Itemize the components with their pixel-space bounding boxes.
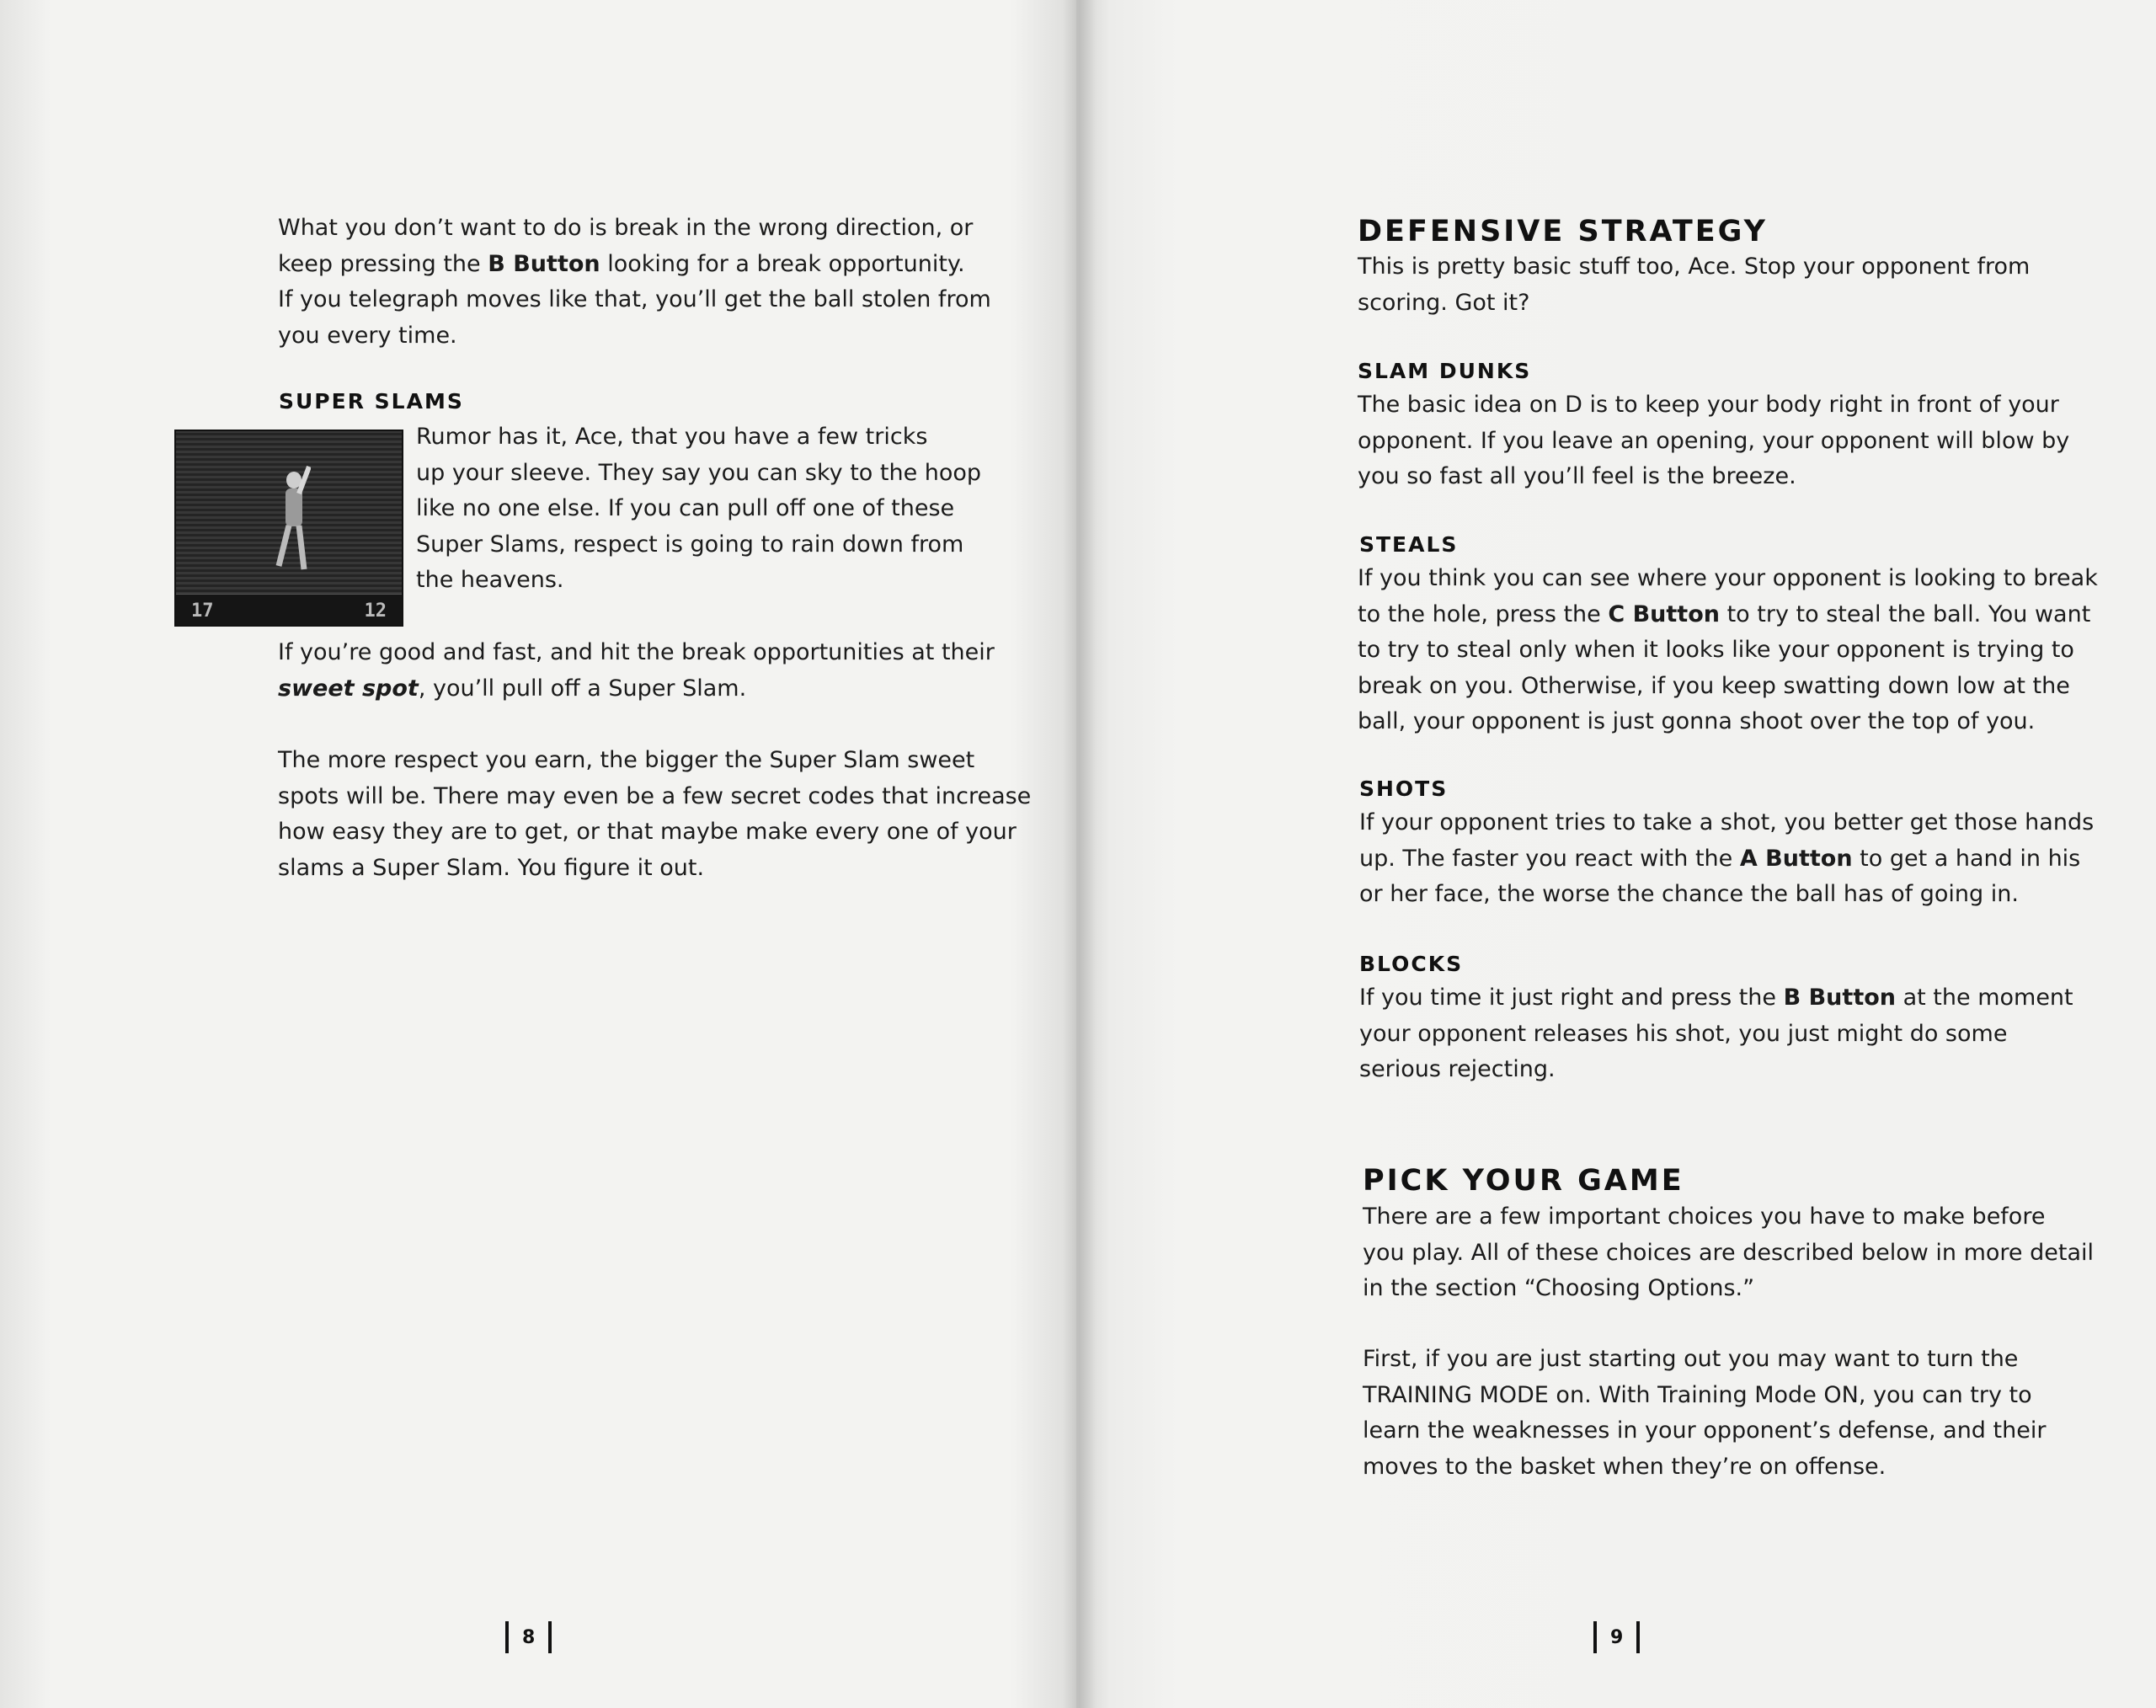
page-number-value: 9 <box>1610 1626 1624 1648</box>
text-line: sweet spot, you’ll pull off a Super Slam. <box>278 675 747 702</box>
text-line: If you time it just right and press the B Button at the moment <box>1359 985 2073 1011</box>
b-button-term: B Button <box>1783 985 1896 1011</box>
text-line: break on you. Otherwise, if you keep swatting down low at the <box>1358 672 2070 699</box>
text-line: to the hole, press the C Button to try to steal the ball. You want <box>1358 600 2091 627</box>
intro-paragraph <box>278 211 991 354</box>
text-line: The more respect you earn, the bigger the Super Slam sweet <box>278 747 975 773</box>
text-line: learn the weaknesses in your opponent’s defense, and their <box>1363 1417 2047 1444</box>
super-slams-wrap-paragraph <box>416 419 981 599</box>
book-gutter <box>1063 0 1097 1708</box>
left-page <box>0 0 1076 1708</box>
steals-paragraph <box>1358 561 2098 740</box>
text-line: up your sleeve. They say you can sky to the hoop <box>416 459 982 486</box>
sweet-spot-term: sweet spot <box>278 675 419 702</box>
text-line: First, if you are just starting out you may want to turn the <box>1363 1346 2019 1372</box>
text-line: in the section “Choosing Options.” <box>1363 1275 1755 1301</box>
right-page <box>1076 0 2156 1708</box>
slam-dunks-paragraph <box>1358 387 2069 495</box>
text-line: slams a Super Slam. You figure it out. <box>278 854 705 881</box>
text-line: serious rejecting. <box>1359 1056 1556 1082</box>
player-dunking-icon <box>269 465 311 574</box>
text-line: ball, your opponent is just gonna shoot over the top of you. <box>1358 708 2036 734</box>
training-mode-paragraph <box>1363 1342 2046 1485</box>
blocks-heading: BLOCKS <box>1359 952 1464 976</box>
defensive-paragraph <box>1358 249 2030 321</box>
pick-your-game-heading: PICK YOUR GAME <box>1363 1164 1684 1198</box>
intro-line: If you telegraph moves like that, you’ll get the ball stolen from <box>278 286 991 312</box>
sweet-spot-paragraph <box>278 635 995 707</box>
defensive-strategy-heading: DEFENSIVE STRATEGY <box>1358 215 1768 248</box>
page-number-right <box>1593 1621 1640 1653</box>
a-button-term: A Button <box>1739 845 1853 872</box>
text-line: There are a few important choices you have to make before <box>1363 1204 2046 1230</box>
text-line: moves to the basket when they’re on offense. <box>1363 1453 1886 1480</box>
intro-line: you every time. <box>278 322 457 349</box>
text-line: If you think you can see where your opponent is looking to break <box>1358 565 2098 591</box>
page-number-value: 8 <box>522 1626 536 1648</box>
page-number-left <box>505 1621 552 1653</box>
text-line: If you’re good and fast, and hit the break opportunities at their <box>278 639 995 665</box>
text-line: your opponent releases his shot, you just might do some <box>1359 1020 2008 1047</box>
text-line: If your opponent tries to take a shot, you better get those hands <box>1359 809 2095 835</box>
shots-heading: SHOTS <box>1359 777 1449 801</box>
intro-line: keep pressing the B Button looking for a break opportunity. <box>278 250 965 277</box>
b-button-term: B Button <box>488 250 600 277</box>
text-line: the heavens. <box>416 567 564 593</box>
score-left: 17 <box>191 600 214 622</box>
slam-dunks-heading: SLAM DUNKS <box>1358 359 1532 383</box>
scoreboard <box>176 594 402 625</box>
text-line: how easy they are to get, or that maybe make every one of your <box>278 819 1017 845</box>
super-slams-heading: SUPER SLAMS <box>279 389 464 414</box>
text-line: Super Slams, respect is going to rain down from <box>416 531 964 558</box>
intro-line: What you don’t want to do is break in the wrong direction, or <box>278 215 974 241</box>
text-line: you so fast all you’ll feel is the breeze. <box>1358 463 1796 489</box>
super-slam-screenshot <box>174 430 403 627</box>
text-line: opponent. If you leave an opening, your opponent will blow by <box>1358 427 2070 454</box>
text-line: or her face, the worse the chance the ball has of going in. <box>1359 881 2019 907</box>
text-line: scoring. Got it? <box>1358 289 1530 316</box>
pick-game-paragraph <box>1363 1199 2094 1307</box>
text-line: you play. All of these choices are described below in more detail <box>1363 1239 2095 1266</box>
c-button-term: C Button <box>1608 600 1720 627</box>
respect-paragraph <box>278 743 1031 886</box>
text-line: to try to steal only when it looks like your opponent is trying to <box>1358 637 2074 663</box>
score-right: 12 <box>364 600 387 622</box>
text-line: Rumor has it, Ace, that you have a few tricks <box>416 424 928 450</box>
text-line: up. The faster you react with the A Button to get a hand in his <box>1359 845 2081 872</box>
text-line: like no one else. If you can pull off one of these <box>416 495 955 521</box>
steals-heading: STEALS <box>1359 532 1459 557</box>
blocks-paragraph <box>1359 980 2073 1088</box>
text-line: The basic idea on D is to keep your body right in front of your <box>1358 392 2059 418</box>
text-line: This is pretty basic stuff too, Ace. Stop your opponent from <box>1358 254 2031 280</box>
shots-paragraph <box>1359 805 2094 913</box>
text-line: TRAINING MODE on. With Training Mode ON, you can try to <box>1363 1381 2032 1408</box>
text-line: spots will be. There may even be a few secret codes that increase <box>278 782 1032 809</box>
